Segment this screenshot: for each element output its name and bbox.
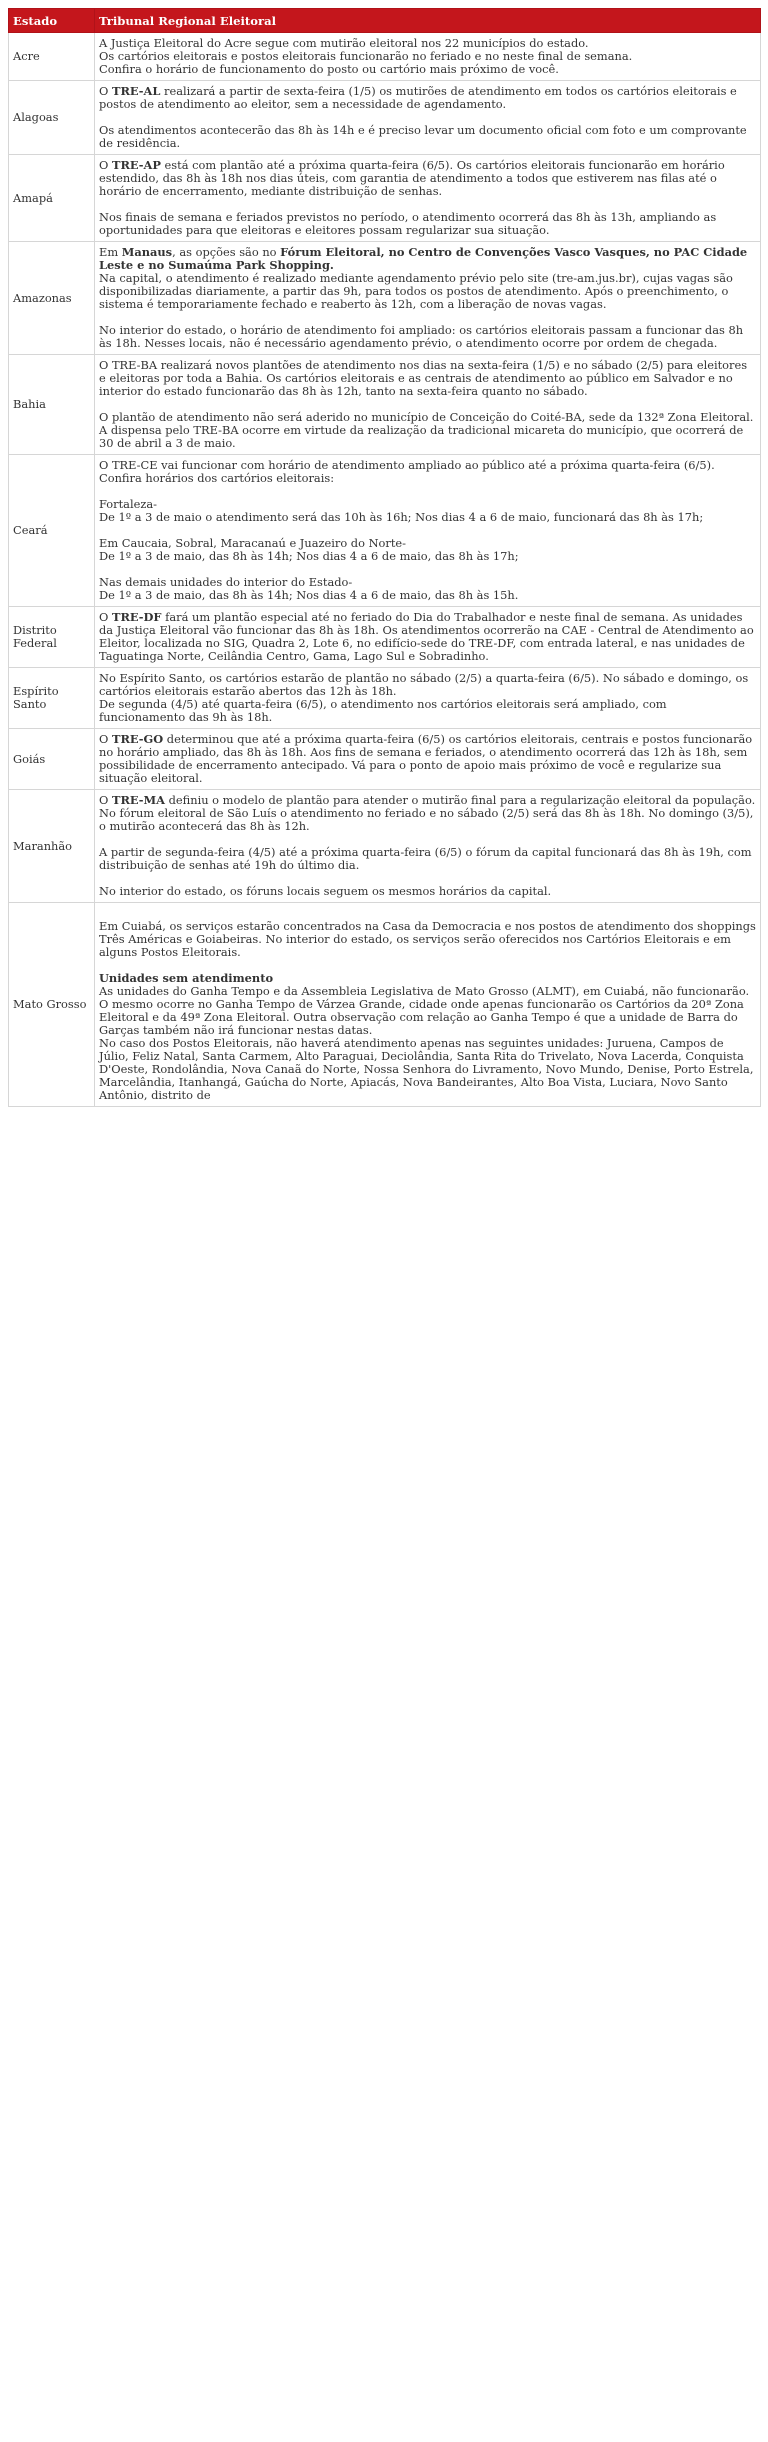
state-cell: Goiás — [9, 729, 95, 790]
tribunal-info-cell — [95, 455, 761, 607]
bold-text: TRE-MA — [111, 793, 165, 807]
info-paragraph: O TRE-MA definiu o modelo de plantão para atender o mutirão final para a regularização eleitoral da população. No fórum eleitoral de São Luís o atendimento no feriado e no sábado (2/5) será das 8h às 18h. No domingo (3/5), o mutirão acontecerá das 8h às 12h. — [99, 793, 756, 833]
tribunal-info-cell — [95, 81, 761, 155]
state-cell: Maranhão — [9, 790, 95, 903]
info-paragraph: O TRE-AL realizará a partir de sexta-feira (1/5) os mutirões de atendimento em todos os cartórios eleitorais e postos de atendimento ao eleitor, sem a necessidade de agendamento. — [99, 84, 737, 111]
table-row — [9, 790, 761, 903]
info-paragraph: O TRE-CE vai funcionar com horário de atendimento ampliado ao público até a próxima quarta-feira (6/5). Confira horários dos cartórios eleitorais: — [99, 458, 715, 485]
info-paragraph: Em Manaus, as opções são no Fórum Eleitoral, no Centro de Convenções Vasco Vasques, no PAC Cidade Leste e no Sumaúma Park Shopping. — [99, 245, 748, 272]
table-row — [9, 607, 761, 668]
info-paragraph: O plantão de atendimento não será aderido no município de Conceição do Coité-BA, sede da 132ª Zona Eleitoral. A dispensa pelo TRE-BA ocorre em virtude da realização da tradicional micareta do município, que ocorrerá de 30 de abril a 3 de maio. — [99, 410, 754, 450]
info-paragraph: O TRE-AP está com plantão até a próxima quarta-feira (6/5). Os cartórios eleitorais funcionarão em horário estendido, das 8h às 18h nos dias úteis, com garantia de atendimento a todos que estiverem nas filas até o horário de encerramento, mediante distribuição de senhas. — [99, 158, 725, 198]
tribunal-info-cell — [95, 903, 761, 1107]
table-row — [9, 33, 761, 81]
table-row — [9, 668, 761, 729]
header-tribunal: Tribunal Regional Eleitoral — [95, 9, 761, 33]
page-wrapper — [0, 0, 768, 1107]
info-paragraph: A Justiça Eleitoral do Acre segue com mutirão eleitoral nos 22 municípios do estado. — [99, 36, 589, 50]
state-cell: Acre — [9, 33, 95, 81]
table-row — [9, 729, 761, 790]
bold-text: TRE-DF — [111, 610, 162, 624]
info-paragraph: O TRE-GO determinou que até a próxima quarta-feira (6/5) os cartórios eleitorais, centrais e postos funcionarão no horário ampliado, das 8h às 18h. Aos fins de semana e feriados, o atendimento ocorrerá das 12h às 18h, sem possibilidade de encerramento antecipado. Vá para o ponto de apoio mais próximo de você e regularize sua situação eleitoral. — [99, 732, 753, 785]
state-cell: Espírito Santo — [9, 668, 95, 729]
info-paragraph: As unidades do Ganha Tempo e da Assembleia Legislativa de Mato Grosso (ALMT), em Cuiabá, não funcionarão. O mesmo ocorre no Ganha Tempo de Várzea Grande, cidade onde apenas funcionarão os Cartórios da 20ª Zona Eleitoral e da 49ª Zona Eleitoral. Outra observação com relação ao Ganha Tempo é que a unidade de Barra do Garças também não irá funcionar nestas datas. — [99, 984, 750, 1037]
bold-heading: Unidades sem atendimento — [99, 971, 274, 985]
table-row — [9, 155, 761, 242]
state-cell: Ceará — [9, 455, 95, 607]
tribunal-info-cell — [95, 729, 761, 790]
info-paragraph: O TRE-DF fará um plantão especial até no feriado do Dia do Trabalhador e neste final de semana. As unidades da Justiça Eleitoral vão funcionar das 8h às 18h. Os atendimentos ocorrerão na CAE - Central de Atendimento ao Eleitor, localizada no SIG, Quadra 2, Lote 6, no edifício-sede do TRE-DF, com entrada lateral, e nas unidades de Taguatinga Norte, Ceilândia Centro, Gama, Lago Sul e Sobradinho. — [99, 610, 754, 663]
tribunal-info-cell — [95, 155, 761, 242]
info-paragraph: No interior do estado, o horário de atendimento foi ampliado: os cartórios eleitorais passam a funcionar das 8h às 18h. Nesses locais, não é necessário agendamento prévio, o atendimento ocorre por ordem de chegada. — [99, 323, 744, 350]
bold-text: TRE-AP — [111, 158, 161, 172]
info-paragraph: Nos finais de semana e feriados previstos no período, o atendimento ocorrerá das 8h às 13h, ampliando as oportunidades para que eleitoras e eleitores possam regularizar sua situação. — [99, 210, 717, 237]
info-paragraph: De 1º a 3 de maio, das 8h às 14h; Nos dias 4 a 6 de maio, das 8h às 17h; — [99, 549, 519, 563]
info-paragraph: Fortaleza- — [99, 497, 157, 511]
info-paragraph: Os cartórios eleitorais e postos eleitorais funcionarão no feriado e no neste final de semana. — [99, 49, 633, 63]
tribunal-info-cell — [95, 355, 761, 455]
tribunal-info-cell — [95, 668, 761, 729]
paragraph-gap — [99, 485, 756, 498]
info-paragraph: O TRE-BA realizará novos plantões de atendimento nos dias na sexta-feira (1/5) e no sábado (2/5) para eleitores e eleitoras por toda a Bahia. Os cartórios eleitorais e as centrais de atendimento ao público em Salvador e no interior do estado funcionarão das 8h às 12h, tanto na sexta-feira quanto no sábado. — [99, 358, 748, 398]
table-row — [9, 455, 761, 607]
table-row — [9, 355, 761, 455]
tribunal-info-cell — [95, 790, 761, 903]
state-cell: Alagoas — [9, 81, 95, 155]
state-cell: Amapá — [9, 155, 95, 242]
header-state: Estado — [9, 9, 95, 33]
state-cell: Mato Grosso — [9, 903, 95, 1107]
table-row — [9, 903, 761, 1107]
info-paragraph: Na capital, o atendimento é realizado mediante agendamento prévio pelo site (tre-am.jus.br), cujas vagas são disponibilizadas diariamente, a partir das 9h, para todos os postos de atendimento. Após o preenchimento, o sistema é temporariamente fechado e reaberto às 12h, com a liberação de novas vagas. — [99, 271, 733, 311]
bold-text: Fórum Eleitoral, no Centro de Convenções Vasco Vasques, no PAC Cidade Leste e no Sumaúma Park Shopping. — [99, 245, 748, 272]
info-paragraph: A partir de segunda-feira (4/5) até a próxima quarta-feira (6/5) o fórum da capital funcionará das 8h às 19h, com distribuição de senhas até 19h do último dia. — [99, 845, 752, 872]
info-paragraph: Em Cuiabá, os serviços estarão concentrados na Casa da Democracia e nos postos de atendimento dos shoppings Três Américas e Goiabeiras. No interior do estado, os serviços serão oferecidos nos Cartórios Eleitorais e em alguns Postos Eleitorais. — [99, 919, 756, 959]
info-paragraph: Os atendimentos acontecerão das 8h às 14h e é preciso levar um documento oficial com foto e um comprovante de residência. — [99, 123, 747, 150]
bold-text: Manaus — [121, 245, 173, 259]
tre-schedule-table — [8, 8, 761, 1107]
info-paragraph: No caso dos Postos Eleitorais, não haverá atendimento apenas nas seguintes unidades: Juruena, Campos de Júlio, Feliz Natal, Santa Carmem, Alto Paraguai, Deciolândia, Santa Rita do Trivelato, Nova Lacerda, Conquista D'Oeste, Rondolândia, Nova Canaã do Norte, Nossa Senhora do Livramento, Novo Mundo, Denise, Porto Estrela, Marcelândia, Itanhangá, Gaúcha do Norte, Apiacás, Nova Bandeirantes, Alto Boa Vista, Luciara, Novo Santo Antônio, distrito de — [99, 1036, 754, 1102]
info-paragraph: No Espírito Santo, os cartórios estarão de plantão no sábado (2/5) a quarta-feira (6/5). No sábado e domingo, os cartórios eleitorais estarão abertos das 12h às 18h. — [99, 671, 749, 698]
table-row — [9, 81, 761, 155]
state-cell: Amazonas — [9, 242, 95, 355]
tribunal-info-cell — [95, 33, 761, 81]
table-row — [9, 242, 761, 355]
info-paragraph: No interior do estado, os fóruns locais seguem os mesmos horários da capital. — [99, 884, 552, 898]
bold-text: TRE-AL — [111, 84, 161, 98]
state-cell: Bahia — [9, 355, 95, 455]
info-paragraph: Em Caucaia, Sobral, Maracanaú e Juazeiro do Norte- — [99, 536, 407, 550]
info-paragraph: De 1º a 3 de maio, das 8h às 14h; Nos dias 4 a 6 de maio, das 8h às 15h. — [99, 588, 519, 602]
bold-text: TRE-GO — [111, 732, 164, 746]
table-header-row — [9, 9, 761, 33]
info-paragraph: Nas demais unidades do interior do Estado- — [99, 575, 353, 589]
info-paragraph: De 1º a 3 de maio o atendimento será das 10h às 16h; Nos dias 4 a 6 de maio, funcionará das 8h às 17h; — [99, 510, 704, 524]
state-cell: Distrito Federal — [9, 607, 95, 668]
info-paragraph: Confira o horário de funcionamento do posto ou cartório mais próximo de você. — [99, 62, 559, 76]
table-body — [9, 33, 761, 1107]
tribunal-info-cell — [95, 607, 761, 668]
info-paragraph: De segunda (4/5) até quarta-feira (6/5), o atendimento nos cartórios eleitorais será ampliado, com funcionamento das 9h às 18h. — [99, 697, 667, 724]
tribunal-info-cell — [95, 242, 761, 355]
